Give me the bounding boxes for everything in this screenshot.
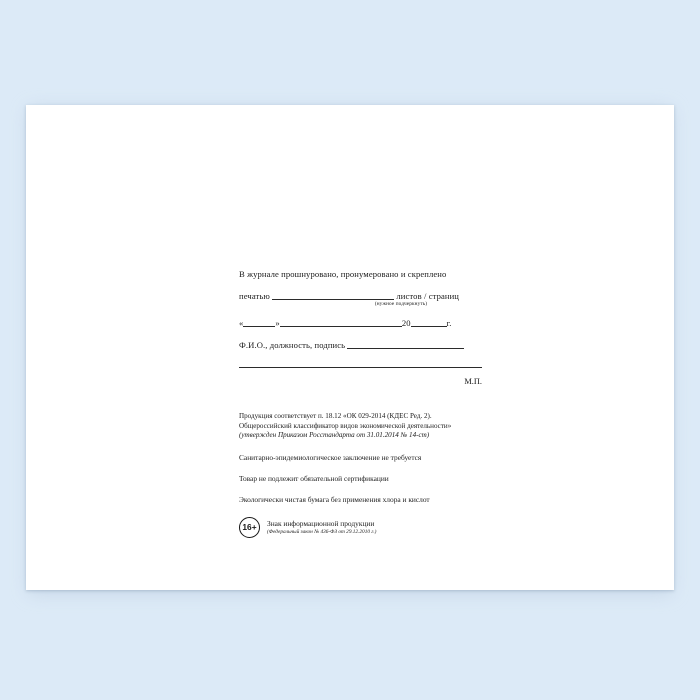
age-mark-row xyxy=(239,517,559,538)
certification-note: Товар не подлежит обязательной сертификации xyxy=(239,473,389,483)
info-product-title: Знак информационной продукции xyxy=(267,519,375,529)
document-content xyxy=(239,269,559,538)
okved-line-3: (утвержден Приказом Росстандарта от 31.01.2014 № 14-ст) xyxy=(239,431,430,440)
sheets-hint-wrap xyxy=(285,301,517,307)
seal-blank xyxy=(272,291,394,300)
document-page xyxy=(26,105,674,590)
journal-statement: В журнале прошнуровано, пронумеровано и скреплено xyxy=(239,269,447,279)
ecology-note: Экологически чистая бумага без применения хлора и кислот xyxy=(239,494,430,504)
okved-block xyxy=(239,412,559,441)
date-month-blank xyxy=(280,318,402,327)
seal-sheets-block xyxy=(239,291,559,308)
sanitary-note: Санитарно-эпидемиологическое заключение не требуется xyxy=(239,452,422,462)
mp-label: М.П. xyxy=(464,376,482,386)
age-mark-text xyxy=(267,519,376,535)
date-line xyxy=(239,318,559,329)
date-year-blank xyxy=(411,318,447,327)
year-prefix: 20 xyxy=(401,318,411,329)
age-rating-icon: 16+ xyxy=(239,517,260,538)
date-quote-close: » xyxy=(275,318,280,329)
fio-blank xyxy=(347,340,464,349)
okved-line-2: Общероссийский классификатор видов экономической деятельности» xyxy=(239,421,452,430)
seal-label: печатью xyxy=(239,290,270,301)
signature-rule xyxy=(239,367,482,368)
sheets-label: листов / страниц xyxy=(396,290,459,301)
info-product-law: (Федеральный закон № 436-ФЗ от 29.12.2010 г.) xyxy=(267,529,377,536)
fio-label: Ф.И.О., должность, подпись xyxy=(239,340,346,351)
sheets-hint: (нужное подчеркнуть) xyxy=(374,301,428,308)
date-quote-open: « xyxy=(239,318,244,329)
year-suffix: г. xyxy=(446,318,452,329)
fio-line xyxy=(239,340,559,351)
date-day-blank xyxy=(243,318,275,327)
seal-sheets-line xyxy=(239,291,559,302)
okved-line-1: Продукция соответствует п. 18.12 «ОК 029-2014 (КДЕС Ред. 2). xyxy=(239,411,432,420)
